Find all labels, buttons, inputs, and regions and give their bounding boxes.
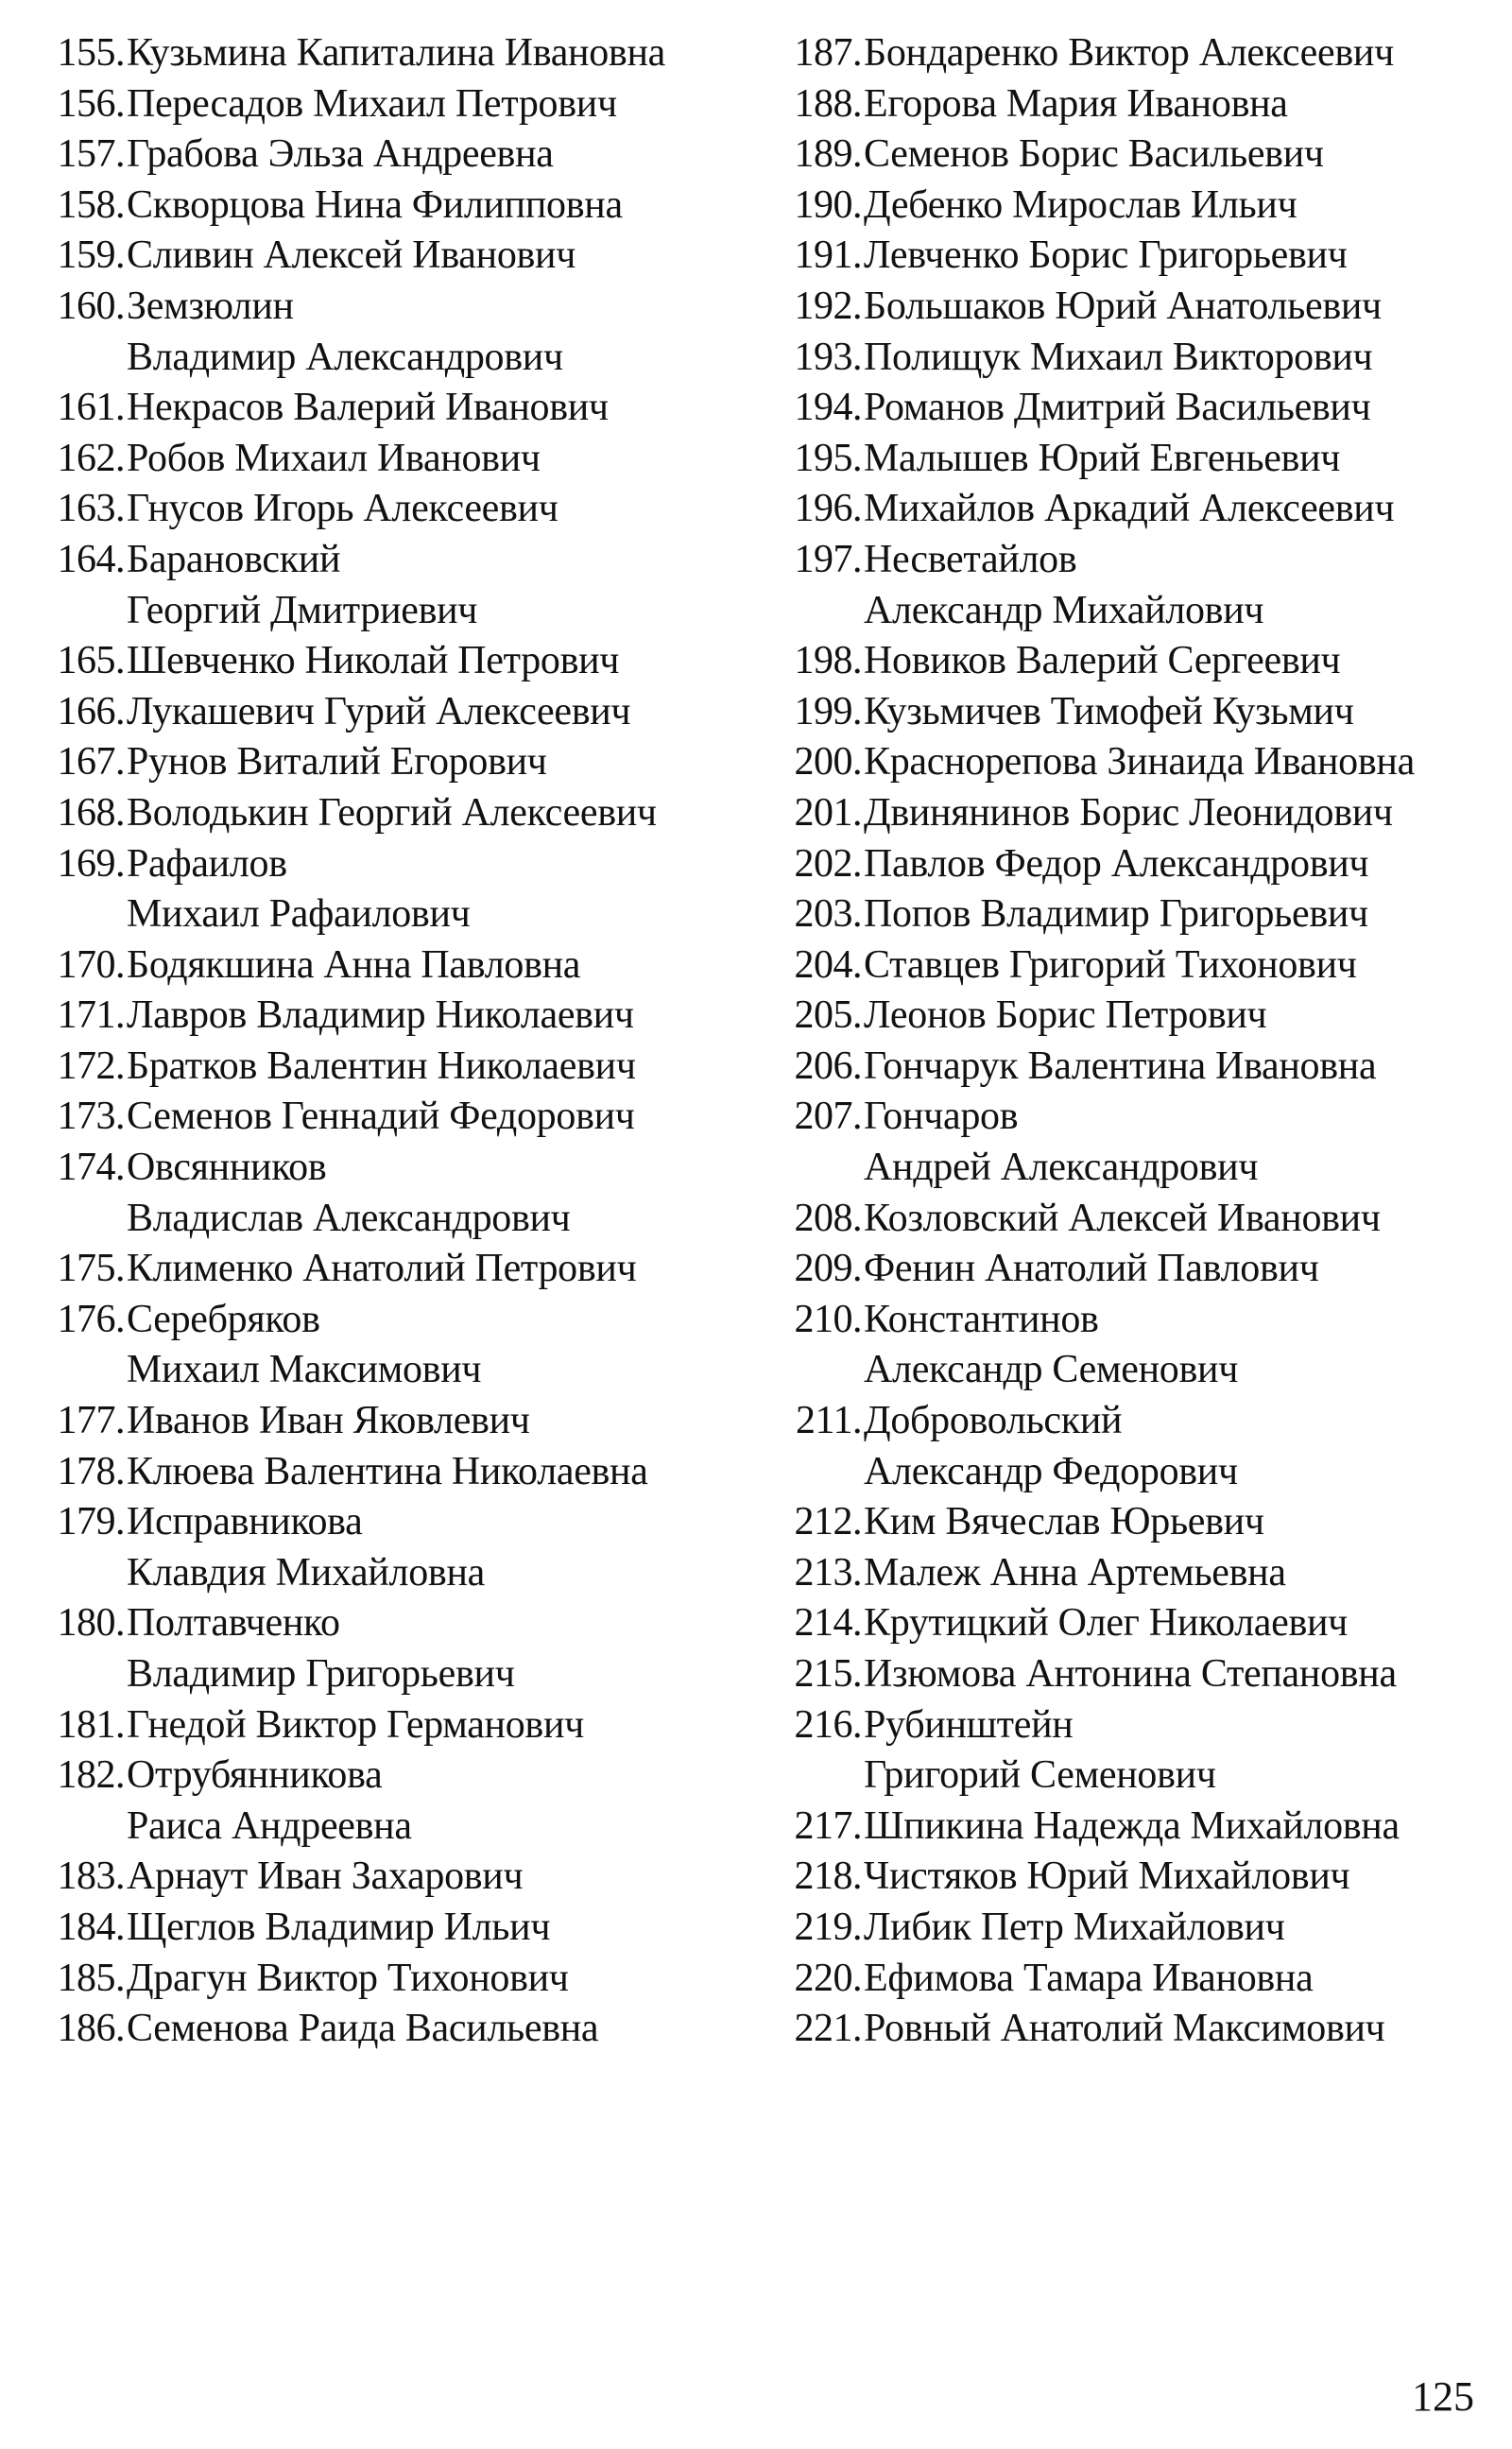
list-item: [38, 687, 756, 738]
entry-number: 195.: [794, 436, 862, 480]
entry-name-line: Изюмова Антонина Степановна: [864, 1652, 1397, 1696]
entry-name: [862, 333, 1372, 384]
entry-name-line: Сливин Алексей Иванович: [127, 233, 576, 278]
list-item: [775, 1954, 1493, 2005]
list-item: [38, 129, 756, 181]
entry-name-line: Козловский Алексей Иванович: [864, 1196, 1381, 1240]
entry-number: 208.: [794, 1196, 862, 1240]
entry-number: 211.: [796, 1399, 862, 1443]
entry-name: [862, 1548, 1286, 1599]
entry-name-line: Александр Михайлович: [864, 588, 1264, 632]
list-item: [38, 1852, 756, 1903]
entry-name: [125, 1042, 636, 1093]
entry-name-line: Гончарук Валентина Ивановна: [864, 1043, 1377, 1088]
list-item: [775, 28, 1493, 79]
entry-number: 164.: [57, 537, 125, 581]
entry-name-line: Овсянников: [127, 1146, 327, 1190]
list-item: [38, 991, 756, 1042]
list-item: [775, 79, 1493, 130]
entry-number: 214.: [794, 1601, 862, 1646]
entry-name: [125, 535, 477, 636]
entry-name: [125, 181, 623, 232]
entry-name: [862, 737, 1415, 788]
list-item: [775, 737, 1493, 788]
list-item: [775, 1042, 1493, 1093]
entry-name: [125, 1954, 569, 2005]
list-item: [775, 383, 1493, 434]
entry-number: 169.: [57, 841, 125, 886]
list-item: [775, 181, 1493, 232]
entry-name-line: Робов Михаил Иванович: [127, 436, 541, 480]
entry-number: 177.: [57, 1399, 125, 1443]
entry-name-line: Добровольский: [864, 1399, 1123, 1443]
list-item: [775, 231, 1493, 282]
entry-name-line: Новиков Валерий Сергеевич: [864, 639, 1341, 683]
list-item: [38, 231, 756, 282]
list-item: [775, 1700, 1493, 1802]
entry-number: 161.: [57, 386, 125, 430]
entry-name-line: Рафаилов: [127, 841, 287, 886]
entry-number: 160.: [57, 284, 125, 328]
entry-name: [862, 282, 1382, 333]
entry-name: [125, 434, 541, 485]
entry-name: [862, 231, 1348, 282]
entry-name-line: Шпикина Надежда Михайловна: [864, 1803, 1400, 1848]
entry-number: 187.: [794, 31, 862, 75]
entry-name-line: Семенов Геннадий Федорович: [127, 1095, 635, 1139]
entry-name: [125, 383, 609, 434]
list-item: [38, 535, 756, 636]
entry-name-line: Григорий Семенович: [864, 1753, 1216, 1798]
entry-number: 203.: [794, 892, 862, 937]
entry-number: 198.: [794, 639, 862, 683]
list-item: [775, 839, 1493, 890]
list-item: [38, 1396, 756, 1447]
entry-name: [862, 1194, 1381, 1245]
list-item: [38, 1244, 756, 1295]
entry-number: 158.: [57, 182, 125, 227]
entry-name: [125, 1447, 648, 1498]
entry-number: 171.: [57, 993, 125, 1038]
entry-name: [125, 940, 580, 992]
entry-name: [125, 484, 558, 535]
list-item: [38, 1295, 756, 1396]
entry-name-line: Владимир Григорьевич: [127, 1652, 515, 1696]
entry-number: 168.: [57, 790, 125, 835]
entry-name: [862, 434, 1340, 485]
entry-name-line: Михаил Рафаилович: [127, 892, 471, 937]
list-item: [38, 28, 756, 79]
entry-name-line: Александр Семенович: [864, 1348, 1239, 1392]
list-item: [775, 1244, 1493, 1295]
list-item: [38, 940, 756, 992]
entry-name: [862, 1497, 1264, 1548]
entry-name: [125, 1751, 412, 1852]
entry-name-line: Рубинштейн: [864, 1702, 1074, 1747]
entry-number: 196.: [794, 487, 862, 531]
entry-name-line: Фенин Анатолий Павлович: [864, 1247, 1319, 1291]
left-column-list: [38, 28, 756, 2055]
entry-name-line: Исправникова: [127, 1500, 363, 1544]
list-item: [775, 1396, 1493, 1497]
list-item: [775, 1295, 1493, 1396]
entry-number: 197.: [794, 537, 862, 581]
entry-number: 213.: [794, 1550, 862, 1595]
entry-number: 165.: [57, 639, 125, 683]
entry-number: 221.: [794, 2007, 862, 2051]
entry-name: [125, 839, 470, 940]
entry-name: [125, 788, 657, 839]
entry-name-line: Ким Вячеслав Юрьевич: [864, 1500, 1264, 1544]
entry-name: [862, 1954, 1313, 2005]
entry-number: 193.: [794, 335, 862, 379]
entry-number: 199.: [794, 689, 862, 733]
entry-name-line: Володькин Георгий Алексеевич: [127, 790, 657, 835]
entry-name-line: Павлов Федор Александрович: [864, 841, 1369, 886]
entry-name: [862, 889, 1368, 940]
entry-name-line: Клименко Анатолий Петрович: [127, 1247, 637, 1291]
entry-number: 201.: [794, 790, 862, 835]
entry-number: 179.: [57, 1500, 125, 1544]
list-item: [775, 333, 1493, 384]
entry-name: [125, 1852, 523, 1903]
entry-number: 167.: [57, 740, 125, 785]
list-item: [38, 1700, 756, 1751]
entry-name-line: Драгун Виктор Тихонович: [127, 1956, 569, 2000]
entry-name-line: Либик Петр Михайлович: [864, 1905, 1285, 1949]
entry-name-line: Иванов Иван Яковлевич: [127, 1399, 530, 1443]
entry-name: [862, 535, 1263, 636]
entry-name-line: Отрубянникова: [127, 1753, 383, 1798]
entry-number: 185.: [57, 1956, 125, 2000]
entry-name: [862, 1092, 1258, 1193]
entry-number: 162.: [57, 436, 125, 480]
entry-name-line: Полищук Михаил Викторович: [864, 335, 1373, 379]
list-item: [775, 788, 1493, 839]
entry-name-line: Пересадов Михаил Петрович: [127, 81, 617, 126]
entry-name-line: Кузьмичев Тимофей Кузьмич: [864, 689, 1354, 733]
entry-name: [862, 1244, 1319, 1295]
list-item: [775, 889, 1493, 940]
entry-name: [125, 991, 634, 1042]
entry-name-line: Полтавченко: [127, 1601, 340, 1646]
entry-name-line: Георгий Дмитриевич: [127, 588, 478, 632]
entry-number: 173.: [57, 1095, 125, 1139]
entry-name: [125, 1700, 584, 1751]
entry-name-line: Лавров Владимир Николаевич: [127, 993, 634, 1038]
entry-name-line: Арнаут Иван Захарович: [127, 1854, 524, 1899]
entry-name: [862, 687, 1354, 738]
entry-name-line: Леонов Борис Петрович: [864, 993, 1267, 1038]
entry-name: [862, 28, 1394, 79]
entry-name: [125, 1295, 481, 1396]
entry-name: [125, 1598, 515, 1699]
entry-number: 183.: [57, 1854, 125, 1899]
entry-number: 181.: [57, 1702, 125, 1747]
entry-name: [125, 1143, 571, 1244]
entry-number: 212.: [794, 1500, 862, 1544]
entry-name-line: Земзюлин: [127, 284, 294, 328]
list-item: [775, 1852, 1493, 1903]
entry-number: 157.: [57, 132, 125, 177]
entry-name-line: Несветайлов: [864, 537, 1077, 581]
entry-name: [862, 129, 1324, 181]
entry-number: 176.: [57, 1297, 125, 1341]
entry-name-line: Малеж Анна Артемьевна: [864, 1550, 1286, 1595]
entry-name: [862, 2004, 1385, 2055]
entry-name-line: Двинянинов Борис Леонидович: [864, 790, 1393, 835]
entry-name-line: Ставцев Григорий Тихонович: [864, 942, 1357, 987]
entry-number: 172.: [57, 1043, 125, 1088]
entry-name: [862, 484, 1394, 535]
entry-name-line: Константинов: [864, 1297, 1099, 1341]
list-item: [38, 1497, 756, 1598]
entry-number: 194.: [794, 386, 862, 430]
list-item: [38, 282, 756, 383]
list-item: [38, 737, 756, 788]
list-item: [775, 282, 1493, 333]
list-item: [38, 839, 756, 940]
entry-number: 217.: [794, 1803, 862, 1848]
entry-name: [125, 282, 563, 383]
entry-name: [125, 737, 547, 788]
entry-name-line: Рунов Виталий Егорович: [127, 740, 547, 785]
entry-number: 202.: [794, 841, 862, 886]
entry-name-line: Серебряков: [127, 1297, 320, 1341]
list-item: [38, 434, 756, 485]
list-item: [775, 1497, 1493, 1548]
entry-name: [862, 383, 1370, 434]
entry-name: [125, 231, 576, 282]
entry-name: [862, 1700, 1216, 1802]
entry-name-line: Михаил Максимович: [127, 1348, 482, 1392]
list-item: [38, 181, 756, 232]
entry-number: 184.: [57, 1905, 125, 1949]
entry-name-line: Семенова Раида Васильевна: [127, 2007, 599, 2051]
entry-name: [862, 940, 1357, 992]
list-item: [38, 1042, 756, 1093]
entry-number: 210.: [794, 1297, 862, 1341]
entry-name-line: Братков Валентин Николаевич: [127, 1043, 636, 1088]
list-item: [38, 788, 756, 839]
entry-name-line: Шевченко Николай Петрович: [127, 639, 620, 683]
entry-name: [862, 839, 1368, 890]
entry-number: 207.: [794, 1095, 862, 1139]
entry-name-line: Клюева Валентина Николаевна: [127, 1449, 648, 1493]
entry-number: 192.: [794, 284, 862, 328]
entry-name-line: Ровный Анатолий Максимович: [864, 2007, 1385, 2051]
entry-number: 175.: [57, 1247, 125, 1291]
entry-name-line: Грабова Эльза Андреевна: [127, 132, 554, 177]
entry-number: 200.: [794, 740, 862, 785]
list-item: [38, 636, 756, 687]
list-item: [38, 1143, 756, 1244]
list-item: [38, 484, 756, 535]
entry-name-line: Гнусов Игорь Алексеевич: [127, 487, 558, 531]
list-item: [38, 1598, 756, 1699]
entry-name-line: Левченко Борис Григорьевич: [864, 233, 1348, 278]
list-item: [775, 484, 1493, 535]
right-column-list: [775, 28, 1493, 2055]
entry-number: 170.: [57, 942, 125, 987]
page-number: 125: [1412, 2373, 1474, 2420]
list-item: [775, 1194, 1493, 1245]
entry-name-line: Гнедой Виктор Германович: [127, 1702, 584, 1747]
entry-name: [862, 1852, 1349, 1903]
list-item: [38, 1751, 756, 1852]
entry-name: [862, 1802, 1400, 1853]
entry-name-line: Андрей Александрович: [864, 1146, 1259, 1190]
entry-name-line: Малышев Юрий Евгеньевич: [864, 436, 1341, 480]
entry-name: [125, 79, 617, 130]
entry-name-line: Краснорепова Зинаида Ивановна: [864, 740, 1415, 785]
entry-number: 159.: [57, 233, 125, 278]
list-item: [38, 1092, 756, 1143]
entry-name: [862, 79, 1288, 130]
entry-number: 156.: [57, 81, 125, 126]
entry-name-line: Дебенко Мирослав Ильич: [864, 182, 1297, 227]
entry-name: [862, 1903, 1285, 1954]
entry-name: [125, 2004, 598, 2055]
list-item: [775, 991, 1493, 1042]
entry-name-line: Александр Федорович: [864, 1449, 1238, 1493]
entry-name-line: Лукашевич Гурий Алексеевич: [127, 689, 631, 733]
list-item: [775, 940, 1493, 992]
entry-number: 189.: [794, 132, 862, 177]
entry-number: 205.: [794, 993, 862, 1038]
entry-number: 191.: [794, 233, 862, 278]
list-item: [38, 1447, 756, 1498]
entry-name: [125, 28, 665, 79]
entry-number: 180.: [57, 1601, 125, 1646]
entry-number: 166.: [57, 689, 125, 733]
entry-name-line: Чистяков Юрий Михайлович: [864, 1854, 1350, 1899]
entry-name: [125, 687, 630, 738]
entry-name-line: Егорова Мария Ивановна: [864, 81, 1288, 126]
entry-name-line: Большаков Юрий Анатольевич: [864, 284, 1382, 328]
entry-name-line: Раиса Андреевна: [127, 1803, 412, 1848]
entry-name-line: Владимир Александрович: [127, 335, 563, 379]
entry-number: 209.: [794, 1247, 862, 1291]
entry-name: [125, 129, 554, 181]
entry-number: 204.: [794, 942, 862, 987]
entry-name-line: Бондаренко Виктор Алексеевич: [864, 31, 1394, 75]
entry-name-line: Крутицкий Олег Николаевич: [864, 1601, 1348, 1646]
entry-name-line: Скворцова Нина Филипповна: [127, 182, 623, 227]
entry-name-line: Кузьмина Капиталина Ивановна: [127, 31, 665, 75]
list-item: [775, 129, 1493, 181]
entry-number: 188.: [794, 81, 862, 126]
entry-name-line: Щеглов Владимир Ильич: [127, 1905, 551, 1949]
entry-name: [862, 1042, 1376, 1093]
entry-name: [862, 1295, 1238, 1396]
list-item: [775, 1092, 1493, 1193]
entry-number: 218.: [794, 1854, 862, 1899]
list-item: [775, 1598, 1493, 1649]
entry-name: [125, 636, 619, 687]
entry-name-line: Ефимова Тамара Ивановна: [864, 1956, 1314, 2000]
entry-number: 216.: [794, 1702, 862, 1747]
entry-number: 163.: [57, 487, 125, 531]
entry-name-line: Гончаров: [864, 1095, 1019, 1139]
entry-name: [862, 636, 1340, 687]
list-item: [775, 1903, 1493, 1954]
entry-number: 178.: [57, 1449, 125, 1493]
entry-name: [862, 1598, 1348, 1649]
entry-name-line: Клавдия Михайловна: [127, 1550, 485, 1595]
list-item: [38, 2004, 756, 2055]
entry-name-line: Барановский: [127, 537, 341, 581]
entry-number: 174.: [57, 1146, 125, 1190]
entry-name-line: Попов Владимир Григорьевич: [864, 892, 1368, 937]
entry-name-line: Семенов Борис Васильевич: [864, 132, 1324, 177]
entry-name: [862, 788, 1393, 839]
list-item: [775, 434, 1493, 485]
entry-name-line: Бодякшина Анна Павловна: [127, 942, 581, 987]
list-item: [775, 1548, 1493, 1599]
entry-name: [862, 181, 1297, 232]
entry-number: 206.: [794, 1043, 862, 1088]
list-item: [38, 79, 756, 130]
entry-number: 182.: [57, 1753, 125, 1798]
list-item: [775, 2004, 1493, 2055]
entry-number: 190.: [794, 182, 862, 227]
list-item: [38, 1903, 756, 1954]
entry-number: 219.: [794, 1905, 862, 1949]
entry-number: 155.: [57, 31, 125, 75]
list-item: [38, 1954, 756, 2005]
entry-name: [125, 1396, 530, 1447]
entry-name-line: Михайлов Аркадий Алексеевич: [864, 487, 1395, 531]
entry-name: [125, 1092, 635, 1143]
entry-name: [862, 1649, 1397, 1700]
entry-name-line: Владислав Александрович: [127, 1196, 571, 1240]
list-item: [775, 636, 1493, 687]
entry-number: 220.: [794, 1956, 862, 2000]
list-item: [775, 1802, 1493, 1853]
list-item: [775, 535, 1493, 636]
list-item: [775, 687, 1493, 738]
entry-name: [125, 1903, 550, 1954]
entry-number: 215.: [794, 1652, 862, 1696]
entry-name: [862, 1396, 1238, 1497]
entry-name: [125, 1244, 636, 1295]
entry-number: 186.: [57, 2007, 125, 2051]
entry-name: [862, 991, 1266, 1042]
list-item: [38, 383, 756, 434]
list-item: [775, 1649, 1493, 1700]
entry-name: [125, 1497, 485, 1598]
entry-name-line: Некрасов Валерий Иванович: [127, 386, 609, 430]
entry-name-line: Романов Дмитрий Васильевич: [864, 386, 1371, 430]
